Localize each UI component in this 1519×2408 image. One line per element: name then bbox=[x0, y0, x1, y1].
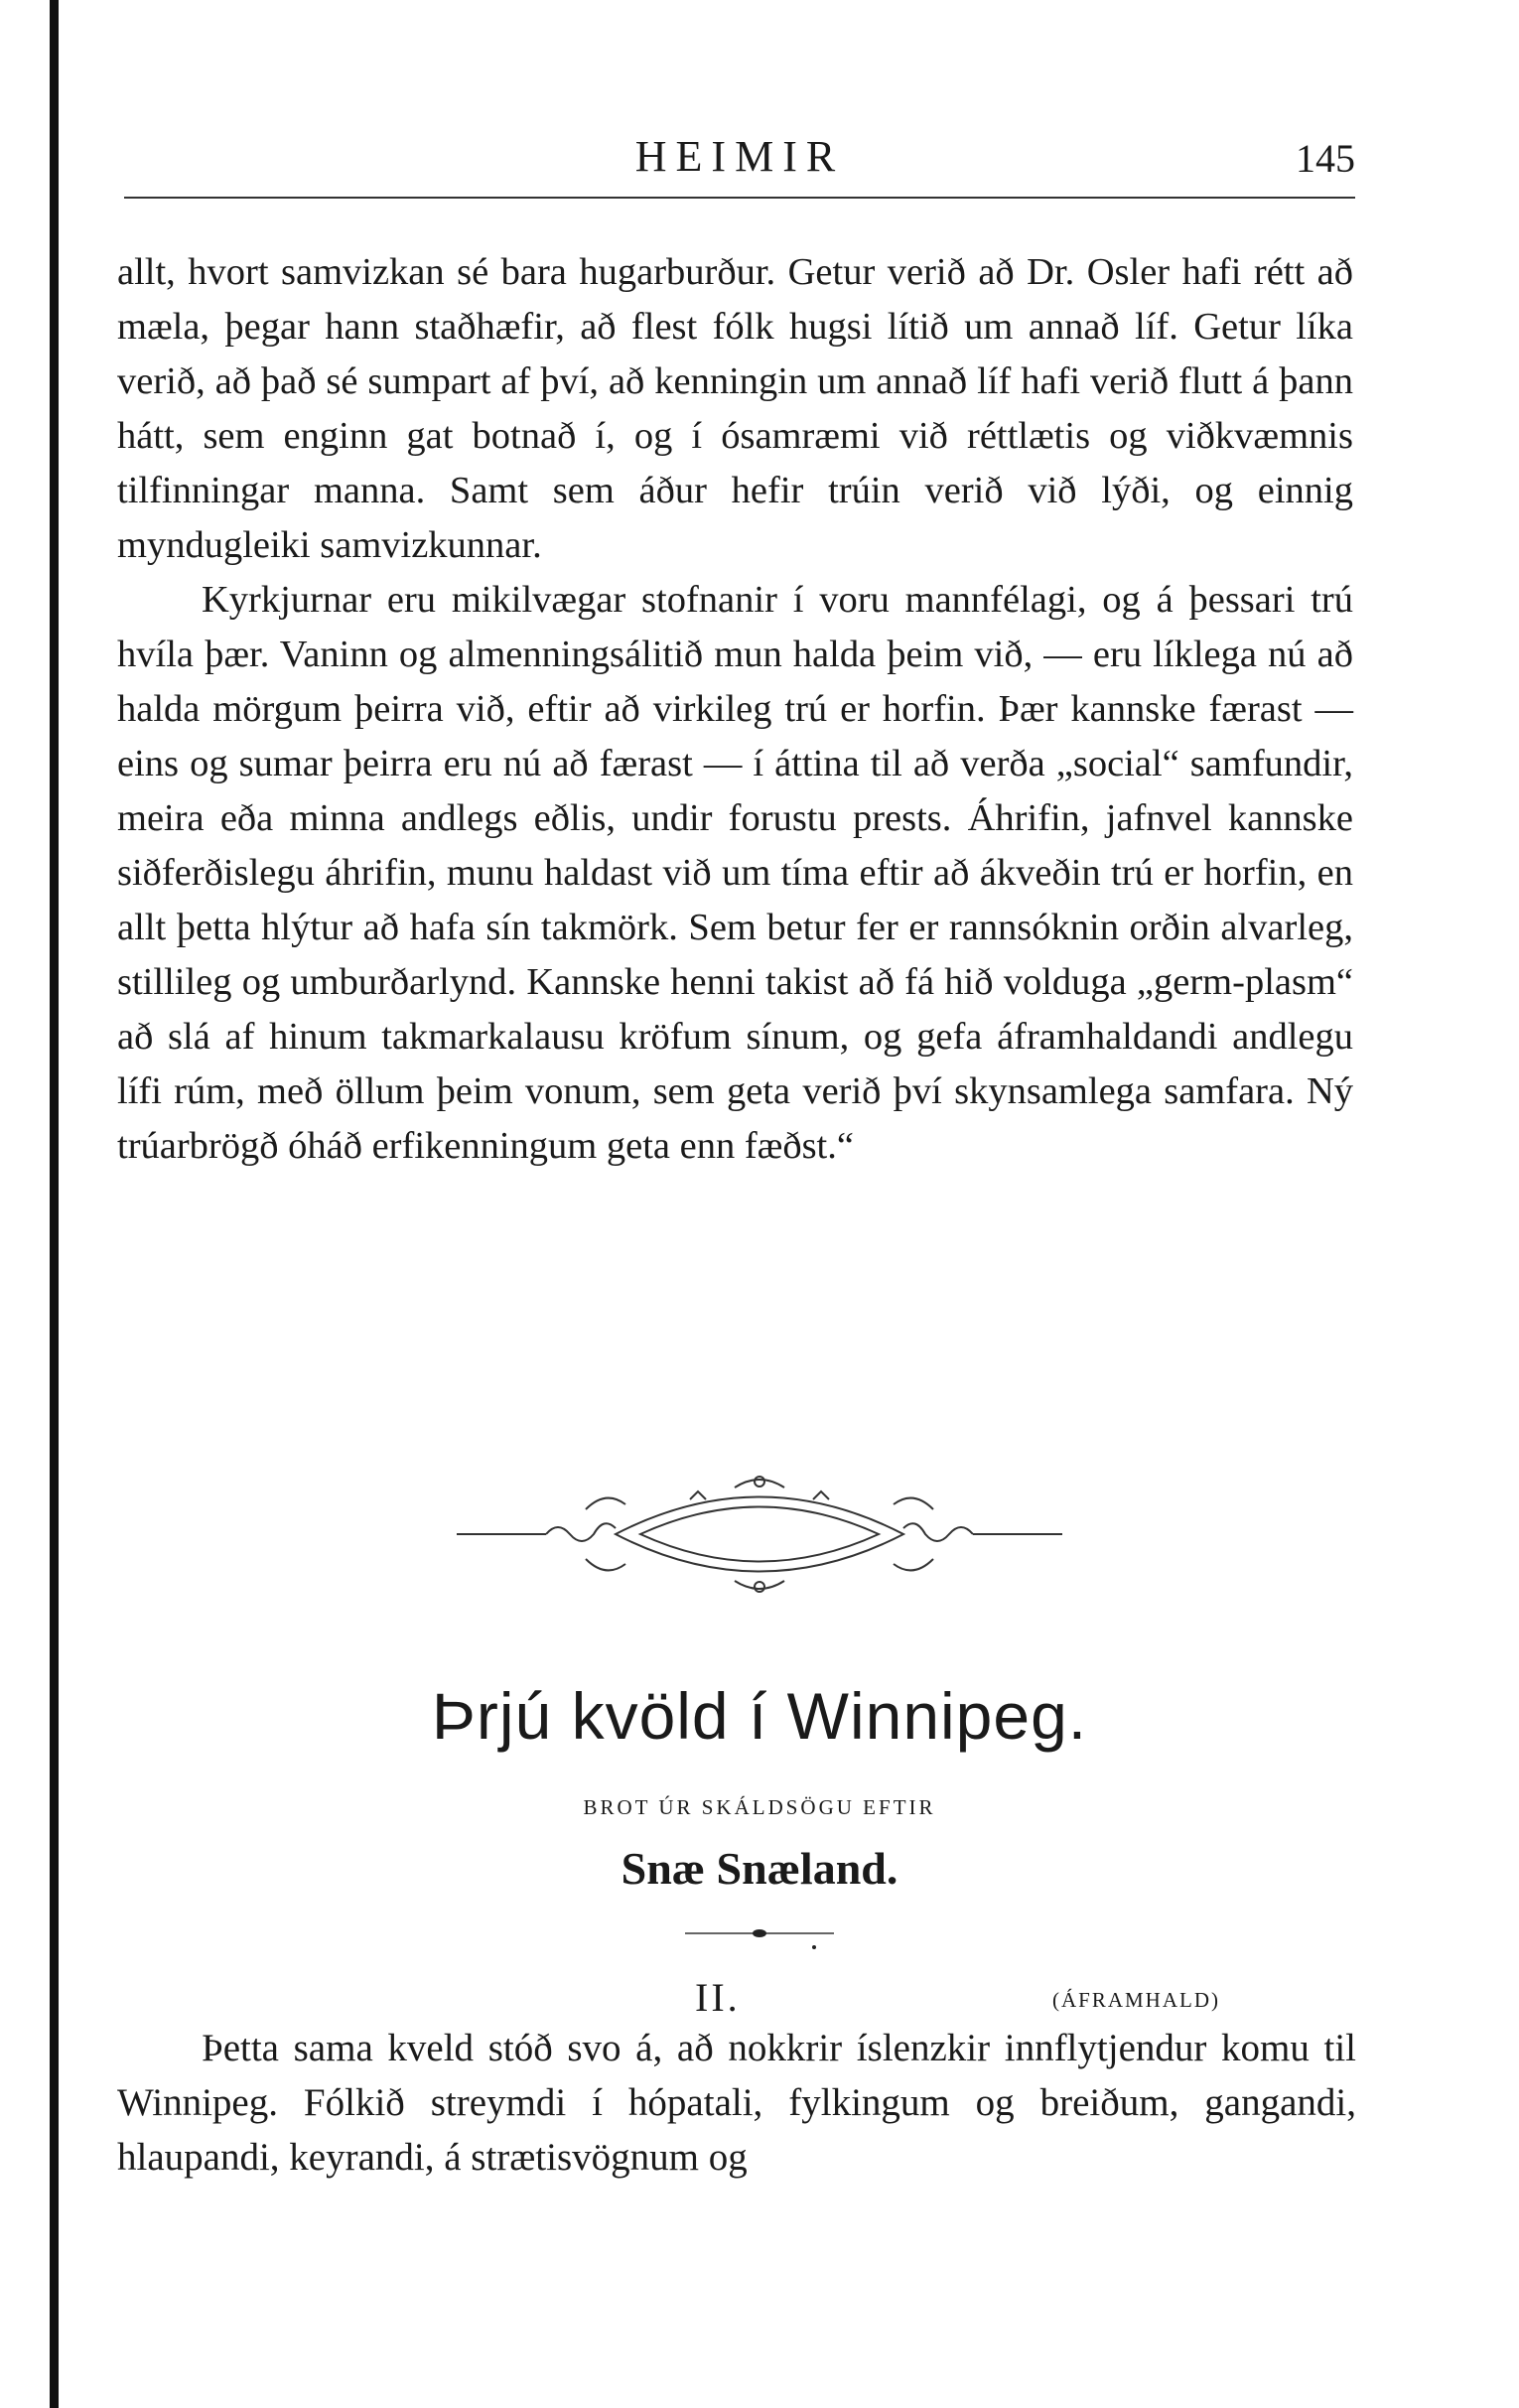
article-continuation bbox=[117, 245, 1353, 1174]
header-rule bbox=[124, 197, 1355, 199]
paragraph: allt, hvort samvizkan sé bara hugarburður. Getur verið að Dr. Osler hafi rétt að mæla, þegar hann staðhæfir, að flest fólk hugsi lítið um annað líf. Getur líka verið, að það sé sumpart af því, að kenningin um annað líf hafi verið flutt á þann hátt, sem enginn gat botnað í, og í ósamræmi við réttlætis og viðkvæmnis tilfinningar manna. Samt sem áður hefir trúin verið við lýði, og einnig myndugleiki samvizkunnar. bbox=[117, 251, 1353, 566]
journal-title: HEIMIR bbox=[634, 132, 845, 181]
paragraph: Kyrkjurnar eru mikilvægar stofnanir í voru mannfélagi, og á þessari trú hvíla þær. Vaninn og almenningsálitið mun halda þeim við, — eru líklega nú að halda mörgum þeirra við, eftir að virkileg trú er horfin. Þær kannske færast — eins og sumar þeirra eru nú að færast — í áttina til að verða „social“ samfundir, meira eða minna andlegs eðlis, undir forustu prests. Áhrifin, jafnvel kannske siðferðislegu áhrifin, munu haldast við um tíma eftir að ákveðin trú er horfin, en allt þetta hlýtur að hafa sín takmörk. Sem betur fer er rannsóknin orðin alvarleg, stillileg og umburðarlynd. Kannske henni takist að fá hið volduga „germ-plasm“ að slá af hinum takmarkalausu kröfum sínum, og gefa áframhaldandi andlegu lífi rúm, með öllum þeim vonum, sem geta verið því skynsamlega samfara. Ný trúarbrögð óháð erfikenningum geta enn fæðst.“ bbox=[117, 579, 1353, 1167]
continued-note: (ÁFRAMHALD) bbox=[1052, 1988, 1220, 2012]
story-author: Snæ Snæland. bbox=[621, 1843, 898, 1894]
story-opening bbox=[117, 2021, 1356, 2185]
running-header bbox=[124, 117, 1355, 207]
paragraph: Þetta sama kveld stóð svo á, að nokkrir íslenzkir innflytjendur komu til Winnipeg. Fólkið streymdi í hópatali, fylkingum og breiðum, gangandi, hlaupandi, keyrandi, á strætisvögnum og bbox=[117, 2027, 1356, 2179]
page-number: 145 bbox=[1296, 136, 1355, 181]
page-spine-shadow bbox=[50, 0, 59, 2408]
chapter-number: II. bbox=[695, 1975, 741, 2020]
decorative-ornament-icon bbox=[437, 1470, 1082, 1599]
story-subtitle: BROT ÚR SKÁLDSÖGU EFTIR bbox=[583, 1795, 936, 1819]
story-title: Þrjú kvöld í Winnipeg. bbox=[431, 1679, 1088, 1753]
dash-ornament-icon bbox=[675, 1921, 844, 1951]
